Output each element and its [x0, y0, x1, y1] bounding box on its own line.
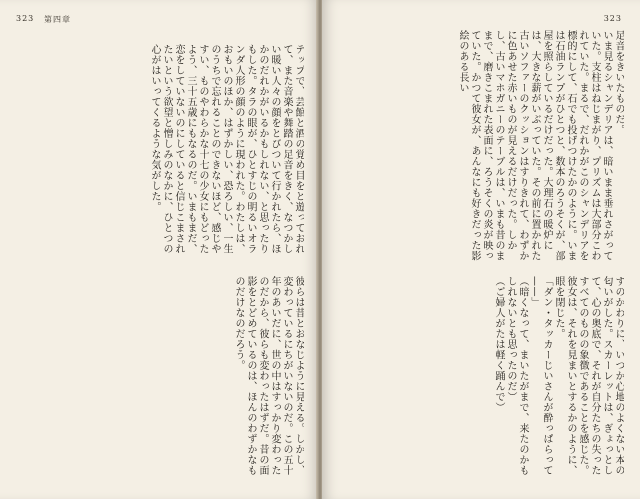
right-page-lower-text: すのかわりに、いつか心地のよくない本の匂いがした。スカーレットは、ぎょっとして、心の奥底で、それが自分たちの失ったすべてのものの象徴であることを感じた。彼女は、それを見まいとするかのように、眼を閉じた。 「ダン・タッカーじいさんが酔っぱらって——」 （暗くなって、まいたがまで、来たのかもしれないとも思ったのだ） （ご婦人がたは軽く踊んで）: [493, 276, 624, 476]
right-page: [322, 0, 640, 499]
left-page: [0, 0, 318, 499]
left-chapter-title: 第四章: [44, 15, 71, 24]
left-page-number: 323: [16, 14, 35, 23]
left-page-lower-text: 彼らは昔とおなじように見える。しかし、変わっているにちがいないのだ。この五十年のあいだに、世の中はすっかり変わったのだから、彼らも変わったはずだ。昔の面影をとどめているのは、ほんのわずかなものだけなのだろう。: [233, 276, 304, 476]
right-page-upper-text: 足音をきいたものだ。 いま見るシャンデリアは、暗いまま垂れさがっていた。支柱はねじまがり、プリズムは大部分こわれていた。まるで、だれかがこのシャンデリアを標的にして、石でも投げつけたかのように。いまは石油ランプがひとつと、数本のろうそくが、部屋を照らしているだけだった。大理石の暖炉には、大きな薪がいぶっていた。その前に置かれた古いソファーのクッションはすりきれて、わずかに色あせた赤いものが見えるだけだった。しかし、古いマホガニーのテーブルは、いまも昔のままで、磨きこまれた表面に、ろうそくの炎が映っていた。かつて彼女が、あんなにも好きだった影絵のある長い: [457, 30, 624, 261]
right-page-number: 323: [603, 14, 622, 23]
left-page-upper-text: テップで、芸館と酒の覚め目をと遊っておれて、また音楽や舞踏の足音をきく、なつかしい暖い人々の顔をとびついて行かれたら、ほかのだれかがいるかもしれない、と思ったりもした。タラの眼が、ひとすじの明るいオランダ人形の顔のように現われた。わたしは、おもいのほか、はずかしい、恐ろしい、一生のうちで忘れることのできないほど、感じやすい、ものやわらかな十七の少女にもどったよう、三十五歳にもなるのだ。いまもまだ、恋をしていないのにしていると信じこまされたいという欲望と憎しみのなかに、ひとつの心がはいってくるような気がした。: [149, 44, 304, 254]
